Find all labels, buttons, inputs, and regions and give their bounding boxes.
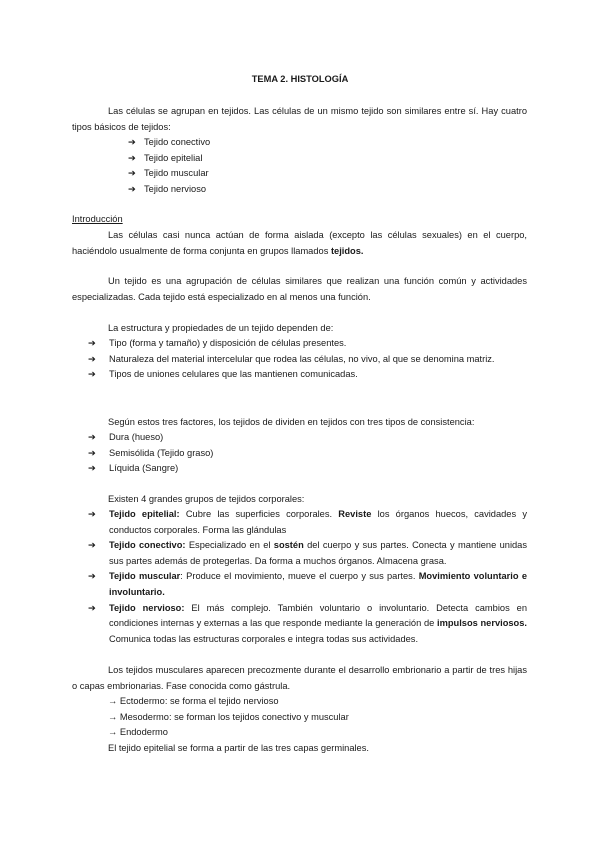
structure-list (72, 336, 527, 383)
arrow-icon: ➔ (88, 571, 96, 582)
list-item: ➔ Tejido muscular (128, 166, 428, 182)
arrow-icon: ➔ (88, 509, 96, 519)
list-item: ➔ Tejido conectivo (128, 135, 428, 151)
basic-tissues-list (128, 135, 428, 197)
arrow-icon: ➔ (128, 168, 136, 179)
list-item: ➔ Tejido epitelial (128, 151, 428, 167)
consistency-lead: Según estos tres factores, los tejidos de dividen en tejidos con tres tipos de consistencia: (108, 417, 475, 427)
tissue-definition-paragraph: Un tejido es una agrupación de células similares que realizan una función común y actividades especializadas. Cada tejido está especializado en al menos una función. (72, 276, 527, 302)
page-title: TEMA 2. HISTOLOGÍA (251, 74, 349, 84)
arrow-icon: ➔ (88, 338, 96, 348)
germ-layers-list (108, 694, 528, 756)
list-item: ➔ Tipo (forma y tamaño) y disposición de células presentes. (72, 336, 527, 352)
list-item: ➔ Dura (hueso) (72, 430, 527, 446)
structure-lead: La estructura y propiedades de un tejido dependen de: (108, 323, 334, 333)
arrow-icon: ➔ (128, 137, 136, 147)
consistency-list (72, 430, 527, 477)
list-item: → Endodermo (108, 727, 168, 738)
list-item-conectivo: ➔ Tejido conectivo: Especializado en el sostén del cuerpo y sus partes. Conecta y mantiene unidas sus partes además de protegerlas. Da forma a muchos órganos. Almacena grasa. (88, 540, 527, 566)
arrow-icon: ➔ (88, 447, 96, 458)
list-item-epitelial: ➔ Tejido epitelial: Cubre las superficies corporales. Reviste los órganos huecos, cavidades y conductos corporales. Forma las glándulas (88, 509, 527, 535)
list-item: ➔ Tejido nervioso (128, 182, 428, 198)
list-item: → Ectodermo: se forma el tejido nervioso (108, 696, 279, 706)
arrow-icon: → (108, 727, 118, 738)
muscle-development-paragraph: Los tejidos musculares aparecen precozmente durante el desarrollo embrionario a partir de tres hijas o capas embrionarias. Fase conocida como gástrula. (72, 665, 527, 691)
arrow-icon: ➔ (88, 602, 96, 613)
arrow-icon: → (108, 696, 118, 706)
arrow-icon: ➔ (128, 152, 136, 163)
list-item: ➔ Tipos de uniones celulares que las mantienen comunicadas. (72, 367, 527, 383)
list-item: → Mesodermo: se forman los tejidos conectivo y muscular (108, 711, 349, 722)
section-heading-introduccion: Introducción (72, 214, 123, 224)
tissue-groups-list (72, 507, 527, 647)
list-item-muscular: ➔ Tejido muscular: Produce el movimiento, mueve el cuerpo y sus partes. Movimiento voluntario e involuntario. (88, 571, 527, 597)
intro-paragraph: Las células se agrupan en tejidos. Las células de un mismo tejido son similares entre sí. Hay cuatro tipos básicos de tejidos: (72, 106, 527, 132)
arrow-icon: ➔ (128, 183, 136, 194)
arrow-icon: ➔ (88, 540, 96, 551)
arrow-icon: ➔ (88, 353, 96, 364)
introduction-paragraph: Las células casi nunca actúan de forma aislada (excepto las células sexuales) en el cuerpo, haciéndolo usualmente de forma conjunta en grupos llamados tejidos. (72, 230, 527, 256)
arrow-icon: ➔ (88, 432, 96, 442)
arrow-icon: → (108, 711, 118, 722)
list-item: ➔ Semisólida (Tejido graso) (72, 446, 527, 462)
arrow-icon: ➔ (88, 463, 96, 474)
groups-lead: Existen 4 grandes grupos de tejidos corporales: (108, 494, 305, 504)
list-item: ➔ Naturaleza del material intercelular que rodea las células, no vivo, al que se denomina matriz. (72, 352, 527, 368)
list-item-nervioso: ➔ Tejido nervioso: El más complejo. También voluntario o involuntario. Detecta cambios en condiciones internas y externas a las que responde mediante la generación de impulsos nerviosos. Comunica todas las estructuras corporales e integra todas sus actividades. (88, 602, 527, 644)
arrow-icon: ➔ (88, 369, 96, 380)
epithelial-origin-text: El tejido epitelial se forma a partir de las tres capas germinales. (108, 742, 369, 753)
list-item: ➔ Líquida (Sangre) (72, 461, 527, 477)
